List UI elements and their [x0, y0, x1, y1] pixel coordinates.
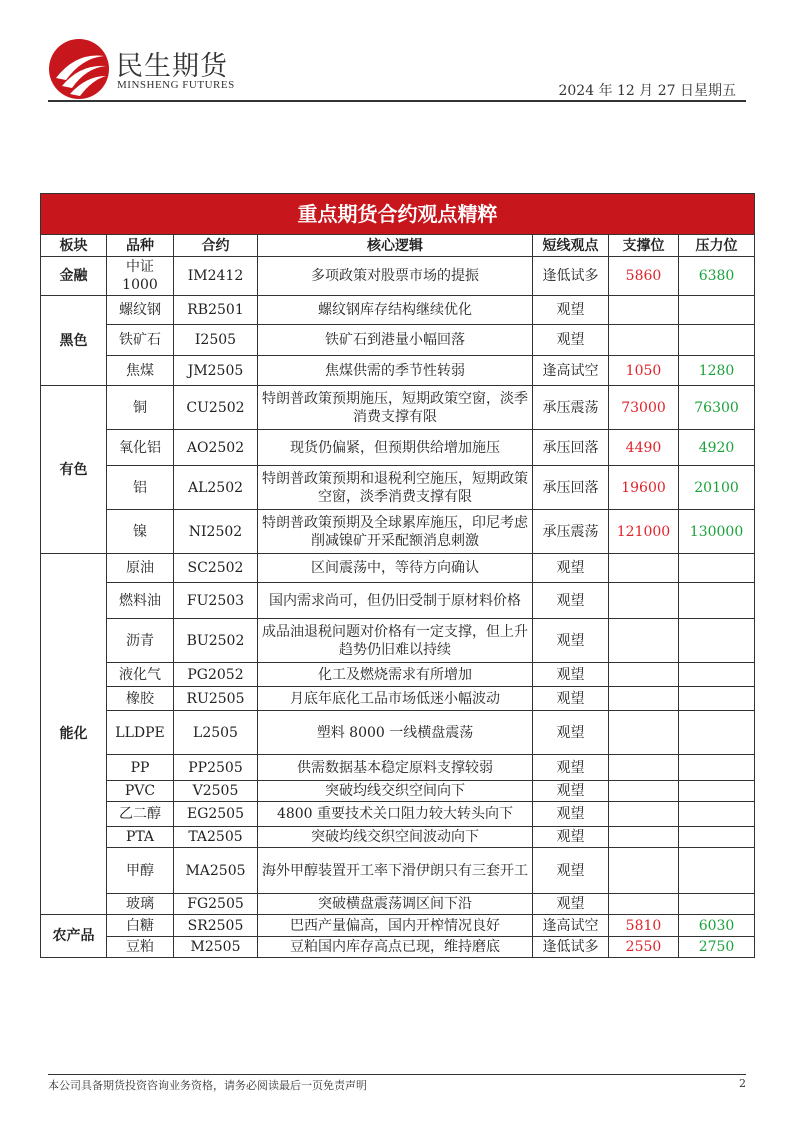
table-row — [41, 894, 755, 915]
resistance-cell — [679, 687, 755, 711]
view-cell: 观望 — [533, 827, 609, 848]
resistance-cell — [679, 296, 755, 325]
logic-cell: 突破均线交织空间波动向下 — [258, 827, 533, 848]
view-cell: 观望 — [533, 848, 609, 894]
column-header: 合约 — [174, 235, 258, 257]
contract-cell: V2505 — [174, 781, 258, 802]
table-row — [41, 554, 755, 583]
resistance-cell — [679, 554, 755, 583]
table-row — [41, 663, 755, 687]
view-cell: 承压震荡 — [533, 386, 609, 430]
view-cell: 观望 — [533, 687, 609, 711]
footer-divider — [48, 1074, 746, 1075]
logic-cell: 成品油退税问题对价格有一定支撑，但上升趋势仍旧难以持续 — [258, 619, 533, 663]
logic-cell: 突破均线交织空间向下 — [258, 781, 533, 802]
support-cell — [609, 583, 679, 619]
table-row — [41, 781, 755, 802]
support-cell: 5860 — [609, 257, 679, 296]
resistance-cell — [679, 711, 755, 755]
sector-cell: 黑色 — [41, 296, 107, 386]
support-cell — [609, 325, 679, 356]
variety-cell: 甲醇 — [107, 848, 174, 894]
contract-cell: SR2505 — [174, 915, 258, 937]
column-header: 短线观点 — [533, 235, 609, 257]
view-cell: 观望 — [533, 325, 609, 356]
report-date: 2024 年 12 月 27 日星期五 — [558, 83, 736, 99]
logic-cell: 塑料 8000 一线横盘震荡 — [258, 711, 533, 755]
resistance-cell — [679, 894, 755, 915]
support-cell — [609, 827, 679, 848]
table-row — [41, 619, 755, 663]
variety-cell: LLDPE — [107, 711, 174, 755]
contract-cell: FG2505 — [174, 894, 258, 915]
resistance-cell — [679, 619, 755, 663]
table-row — [41, 325, 755, 356]
view-cell: 观望 — [533, 296, 609, 325]
table-row — [41, 915, 755, 937]
variety-cell: 液化气 — [107, 663, 174, 687]
variety-cell: 铁矿石 — [107, 325, 174, 356]
column-header: 核心逻辑 — [258, 235, 533, 257]
contract-cell: AO2502 — [174, 430, 258, 466]
column-header: 品种 — [107, 235, 174, 257]
column-header: 板块 — [41, 235, 107, 257]
resistance-cell: 1280 — [679, 356, 755, 386]
logic-cell: 4800 重要技术关口阻力较大转头向下 — [258, 802, 533, 827]
contract-cell: PG2052 — [174, 663, 258, 687]
contract-cell: L2505 — [174, 711, 258, 755]
support-cell — [609, 781, 679, 802]
variety-cell: 玻璃 — [107, 894, 174, 915]
logic-cell: 特朗普政策预期施压，短期政策空窗，淡季消费支撑有限 — [258, 386, 533, 430]
resistance-cell — [679, 848, 755, 894]
support-cell — [609, 802, 679, 827]
resistance-cell — [679, 325, 755, 356]
contract-cell: IM2412 — [174, 257, 258, 296]
logic-cell: 区间震荡中，等待方向确认 — [258, 554, 533, 583]
table-row — [41, 848, 755, 894]
sector-cell: 农产品 — [41, 915, 107, 958]
logic-cell: 特朗普政策预期及全球累库施压，印尼考虑削减镍矿开采配额消息刺激 — [258, 510, 533, 554]
support-cell — [609, 848, 679, 894]
logic-cell: 豆粕国内库存高点已现，维持磨底 — [258, 937, 533, 958]
sector-cell: 有色 — [41, 386, 107, 554]
support-cell: 2550 — [609, 937, 679, 958]
resistance-cell: 2750 — [679, 937, 755, 958]
variety-cell: 螺纹钢 — [107, 296, 174, 325]
support-cell — [609, 687, 679, 711]
column-header: 支撑位 — [609, 235, 679, 257]
logic-cell: 月底年底化工品市场低迷小幅波动 — [258, 687, 533, 711]
contract-cell: BU2502 — [174, 619, 258, 663]
variety-cell: PTA — [107, 827, 174, 848]
support-cell: 121000 — [609, 510, 679, 554]
table-row — [41, 827, 755, 848]
view-cell: 观望 — [533, 619, 609, 663]
contract-cell: RB2501 — [174, 296, 258, 325]
table-row — [41, 257, 755, 296]
variety-cell: 乙二醇 — [107, 802, 174, 827]
support-cell — [609, 619, 679, 663]
variety-cell: 镍 — [107, 510, 174, 554]
variety-cell: 氧化铝 — [107, 430, 174, 466]
contract-cell: MA2505 — [174, 848, 258, 894]
page-header — [0, 0, 794, 110]
table-row — [41, 466, 755, 510]
support-cell: 73000 — [609, 386, 679, 430]
logic-cell: 特朗普政策预期和退税利空施压，短期政策空窗，淡季消费支撑有限 — [258, 466, 533, 510]
company-name-en: MINSHENG FUTURES — [117, 79, 235, 91]
view-cell: 观望 — [533, 781, 609, 802]
table-row — [41, 510, 755, 554]
variety-cell: 铜 — [107, 386, 174, 430]
view-cell: 承压回落 — [533, 430, 609, 466]
variety-cell: 橡胶 — [107, 687, 174, 711]
footer-disclaimer: 本公司具备期货投资咨询业务资格，请务必阅读最后一页免责声明 — [48, 1079, 367, 1092]
support-cell: 4490 — [609, 430, 679, 466]
view-cell: 观望 — [533, 755, 609, 781]
table-row — [41, 386, 755, 430]
table-row — [41, 687, 755, 711]
resistance-cell — [679, 827, 755, 848]
resistance-cell: 6380 — [679, 257, 755, 296]
variety-cell: PP — [107, 755, 174, 781]
resistance-cell: 130000 — [679, 510, 755, 554]
view-cell: 观望 — [533, 554, 609, 583]
view-cell: 承压震荡 — [533, 510, 609, 554]
column-header: 压力位 — [679, 235, 755, 257]
support-cell: 19600 — [609, 466, 679, 510]
support-cell — [609, 755, 679, 781]
contract-cell: SC2502 — [174, 554, 258, 583]
table-row — [41, 430, 755, 466]
view-cell: 逢高试空 — [533, 915, 609, 937]
contract-cell: CU2502 — [174, 386, 258, 430]
resistance-cell — [679, 755, 755, 781]
table-row — [41, 937, 755, 958]
sector-cell: 金融 — [41, 257, 107, 296]
variety-cell: 白糖 — [107, 915, 174, 937]
resistance-cell — [679, 802, 755, 827]
view-cell: 观望 — [533, 583, 609, 619]
resistance-cell — [679, 781, 755, 802]
page-number: 2 — [739, 1077, 746, 1090]
logic-cell: 现货仍偏紧，但预期供给增加施压 — [258, 430, 533, 466]
contract-cell: FU2503 — [174, 583, 258, 619]
table-row — [41, 356, 755, 386]
logic-cell: 供需数据基本稳定原料支撑较弱 — [258, 755, 533, 781]
view-cell: 逢低试多 — [533, 257, 609, 296]
support-cell — [609, 554, 679, 583]
resistance-cell: 20100 — [679, 466, 755, 510]
view-cell: 观望 — [533, 894, 609, 915]
support-cell: 1050 — [609, 356, 679, 386]
logic-cell: 铁矿石到港量小幅回落 — [258, 325, 533, 356]
support-cell: 5810 — [609, 915, 679, 937]
resistance-cell — [679, 583, 755, 619]
table-row — [41, 296, 755, 325]
contract-cell: PP2505 — [174, 755, 258, 781]
support-cell — [609, 663, 679, 687]
contract-cell: NI2502 — [174, 510, 258, 554]
view-cell: 观望 — [533, 711, 609, 755]
futures-view-table — [40, 193, 755, 958]
support-cell — [609, 711, 679, 755]
view-cell: 承压回落 — [533, 466, 609, 510]
sector-cell: 能化 — [41, 554, 107, 915]
resistance-cell: 6030 — [679, 915, 755, 937]
table-row — [41, 802, 755, 827]
view-cell: 观望 — [533, 802, 609, 827]
contract-cell: I2505 — [174, 325, 258, 356]
table-title: 重点期货合约观点精粹 — [41, 194, 755, 235]
variety-cell: 燃料油 — [107, 583, 174, 619]
view-cell: 观望 — [533, 663, 609, 687]
logic-cell: 多项政策对股票市场的提振 — [258, 257, 533, 296]
minsheng-logo-icon — [48, 38, 110, 100]
logic-cell: 国内需求尚可，但仍旧受制于原材料价格 — [258, 583, 533, 619]
contract-cell: TA2505 — [174, 827, 258, 848]
resistance-cell: 4920 — [679, 430, 755, 466]
contract-cell: M2505 — [174, 937, 258, 958]
header-divider — [48, 100, 746, 102]
logic-cell: 化工及燃烧需求有所增加 — [258, 663, 533, 687]
support-cell — [609, 894, 679, 915]
view-cell: 逢低试多 — [533, 937, 609, 958]
variety-cell: 原油 — [107, 554, 174, 583]
logic-cell: 巴西产量偏高，国内开榨情况良好 — [258, 915, 533, 937]
contract-cell: EG2505 — [174, 802, 258, 827]
contract-cell: JM2505 — [174, 356, 258, 386]
variety-cell: PVC — [107, 781, 174, 802]
variety-cell: 沥青 — [107, 619, 174, 663]
logic-cell: 螺纹钢库存结构继续优化 — [258, 296, 533, 325]
variety-cell: 铝 — [107, 466, 174, 510]
contract-cell: RU2505 — [174, 687, 258, 711]
company-name-cn: 民生期货 — [116, 51, 228, 82]
logic-cell: 突破横盘震荡调区间下沿 — [258, 894, 533, 915]
contract-cell: AL2502 — [174, 466, 258, 510]
variety-cell: 焦煤 — [107, 356, 174, 386]
resistance-cell — [679, 663, 755, 687]
table-row — [41, 755, 755, 781]
variety-cell: 豆粕 — [107, 937, 174, 958]
view-cell: 逢高试空 — [533, 356, 609, 386]
logic-cell: 焦煤供需的季节性转弱 — [258, 356, 533, 386]
support-cell — [609, 296, 679, 325]
variety-cell: 中证1000 — [107, 257, 174, 296]
table-row — [41, 583, 755, 619]
resistance-cell: 76300 — [679, 386, 755, 430]
logic-cell: 海外甲醇装置开工率下滑伊朗只有三套开工 — [258, 848, 533, 894]
table-row — [41, 711, 755, 755]
